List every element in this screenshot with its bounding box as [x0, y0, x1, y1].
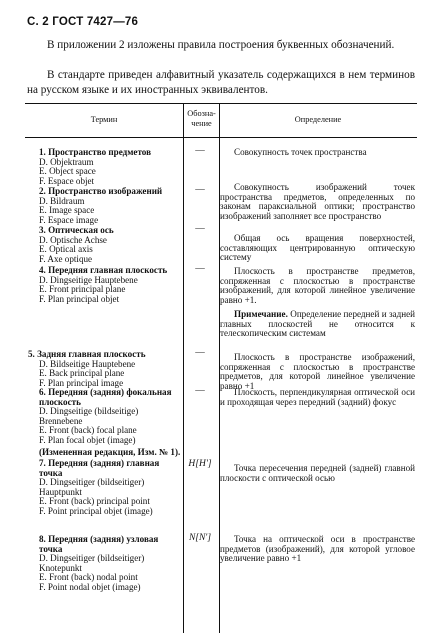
term-de: D. Objektraum: [39, 156, 94, 167]
term-row-5: [25, 350, 183, 388]
definition-text: Общая ось вращения поверхностей, составляющих центрированную оптическую систему: [220, 233, 415, 263]
term-fr: F. Plan principal objet: [39, 293, 120, 304]
term-row-8: [25, 535, 183, 593]
term-row-7: [25, 459, 183, 517]
term-fr: F. Plan principal image: [39, 377, 124, 388]
term-ru: 6. Передняя (задняя) фокальная плоскость: [39, 387, 172, 407]
definition-text: Плоскость, перпендикулярная оптической оси и проходящая через передний (задний) фокус: [220, 387, 415, 407]
header-term: Термин: [90, 115, 118, 124]
header-symbol: Обозна-чение: [187, 109, 216, 128]
symbol-row-1: —: [195, 146, 205, 156]
symbol-row-2: —: [195, 185, 205, 195]
term-en: E. Front (back) principal point: [39, 496, 150, 507]
definition-row-4: [220, 267, 415, 339]
term-row-1: [25, 148, 183, 186]
term-de: D. Bildraum: [39, 195, 85, 206]
term-ru: 8. Передняя (задняя) узловая точка: [39, 534, 159, 554]
definition-row-5: [220, 353, 415, 392]
definition-text: Точка пересечения передней (задней) главной плоскости с оптической осью: [220, 463, 415, 483]
symbol-row-5: —: [195, 348, 205, 358]
term-ru: 7. Передняя (задняя) главная точка: [39, 458, 160, 478]
term-de: D. Dingseitige (bildseitige) Brennebene: [39, 406, 139, 426]
term-fr: F. Point principal objet (image): [39, 505, 153, 516]
terms-table: [25, 103, 417, 633]
term-en: E. Front (back) focal plane: [39, 425, 137, 436]
term-ru: 3. Оптическая ось: [39, 225, 114, 235]
definition-note: [220, 310, 415, 339]
definition-row-8: [220, 535, 415, 564]
term-ru: 4. Передняя главная плоскость: [39, 265, 168, 275]
column-divider-1: [183, 103, 184, 633]
table-top-rule: [25, 103, 417, 104]
symbol-row-7: H[H']: [188, 459, 212, 469]
term-fr: F. Espace objet: [39, 175, 95, 186]
definition-row-2: [220, 183, 415, 222]
note-text: Определение передней и задней главных плоскостей не относится к телескопическим системам: [220, 308, 415, 339]
term-en: E. Front principal plane: [39, 284, 126, 295]
term-de: D. Optische Achse: [39, 234, 107, 245]
symbol-row-8: N[N']: [188, 533, 212, 543]
term-fr: F. Espace image: [39, 214, 99, 225]
amendment-note: [25, 448, 219, 458]
term-en: E. Object space: [39, 166, 96, 177]
term-en: E. Front (back) nodal point: [39, 572, 138, 583]
note-label: Примечание.: [234, 308, 288, 319]
term-en: E. Image space: [39, 205, 95, 216]
definition-row-1: [220, 148, 415, 158]
term-ru: 1. Пространство предметов: [39, 147, 152, 157]
term-row-4: [25, 266, 183, 304]
term-fr: F. Plan focal objet (image): [39, 434, 136, 445]
definition-text: Точка на оптической оси в пространстве предметов (изображений), для которой угловое увеличение равно +1: [220, 534, 415, 564]
term-row-6: [25, 388, 183, 446]
amendment-text: (Измененная редакция, Изм. № 1).: [39, 447, 181, 457]
definition-text: Плоскость в пространстве предметов, сопряженная с плоскостью в пространстве изображений, для которой линейное увеличение равно +1.: [220, 266, 415, 306]
term-de: D. Bildseitige Hauptebene: [39, 358, 136, 369]
term-ru: 2. Пространство изображений: [39, 186, 163, 196]
term-ru: 5. Задняя главная плоскость: [28, 349, 146, 359]
definition-text: Плоскость в пространстве изображений, сопряженная с плоскостью в пространстве предметов, для которой линейное увеличение равно +1: [220, 352, 415, 392]
table-header-rule: [25, 137, 417, 138]
definition-row-3: [220, 234, 415, 263]
intro-paragraph-2: В стандарте приведен алфавитный указатель содержащихся в нем терминов на русском языке и их иностранных эквивалентов.: [27, 69, 415, 96]
term-de: D. Dingseitiger (bildseitiger) Knotepunkt: [39, 553, 145, 573]
term-fr: F. Point nodal objet (image): [39, 581, 141, 592]
term-en: E. Back principal plane: [39, 368, 125, 379]
page-header: С. 2 ГОСТ 7427—76: [27, 16, 139, 28]
definition-text: Совокупность изображений точек пространства предметов, определенных по законам параксиальной оптики; пространство изображений заполняет все пространство: [220, 182, 415, 222]
intro-paragraph-1: В приложении 2 изложены правила построения буквенных обозначений.: [47, 39, 395, 51]
symbol-row-6: —: [195, 386, 205, 396]
term-de: D. Dingseitige Hauptebene: [39, 274, 138, 285]
term-row-2: [25, 187, 183, 225]
term-de: D. Dingseitiger (bildseitiger) Hauptpunkt: [39, 477, 145, 497]
symbol-row-3: —: [195, 224, 205, 234]
term-row-3: [25, 226, 183, 264]
header-definition: Определение: [294, 115, 342, 124]
term-fr: F. Axe optique: [39, 253, 93, 264]
term-en: E. Optical axis: [39, 244, 93, 255]
definition-row-6: [220, 388, 415, 407]
definition-text: Совокупность точек пространства: [234, 147, 367, 157]
definition-row-7: [220, 464, 415, 483]
symbol-row-4: —: [195, 264, 205, 274]
